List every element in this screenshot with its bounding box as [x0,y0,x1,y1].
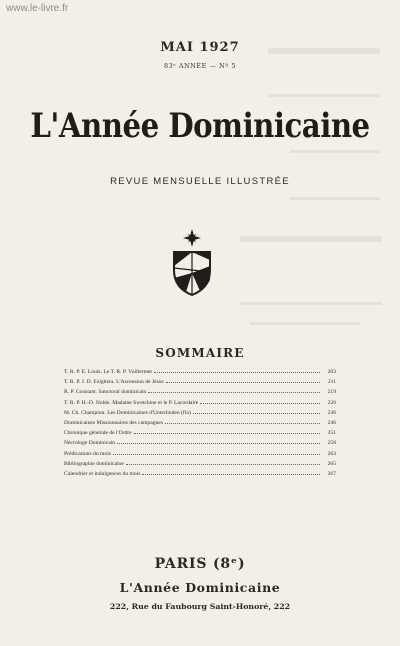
dot-leader [165,417,320,424]
toc-page-number: 258 [327,440,336,447]
toc-entry [64,468,336,478]
dominican-crest-icon [168,228,216,298]
dot-leader [148,386,320,393]
toc-entry-text: Nécrologe Dominicain [64,440,116,447]
journal-title: L'Année Dominicaine [30,106,370,146]
toc-entry-text: T. R. P. H.-D. Noble. Madame Swetchine et le P. Lacordaire [64,399,199,406]
toc-entry [64,386,336,396]
dot-leader [126,458,320,465]
dot-leader [154,366,320,373]
toc-entry [64,407,336,417]
toc-entry [64,427,336,437]
toc-entry-text: R. P. Constant. Sanctoral dominicain [64,389,147,396]
show-through-decoration [290,150,380,200]
star-icon [183,229,201,247]
watermark: www.le-livre.fr [6,3,69,14]
imprint-address: 222, Rue du Faubourg Saint-Honoré, 222 [109,602,291,611]
toc-page-number: 203 [327,369,336,375]
toc-page-number: 267 [327,470,336,477]
toc-page-number: 219 [327,389,336,396]
imprint-city: PARIS (8ᵉ) [154,556,246,572]
toc-entry-text: T. R. P. E. Louis. Le T. R. P. Vuillermet [64,369,152,375]
issue-date: MAI 1927 [160,40,240,55]
toc-entry [64,366,336,376]
dot-leader [134,427,320,434]
issue-number: 83ᵉ ANNÉE — Nº 5 [164,62,236,70]
contents-heading: SOMMAIRE [155,346,245,360]
show-through-decoration [250,322,360,349]
toc-entry-text: Calendrier et indulgences du mois [64,470,141,477]
show-through-decoration [240,236,382,305]
toc-entry [64,448,336,458]
toc-entry [64,458,336,468]
dot-leader [166,376,320,383]
toc-entry-text: Prédications du mois [64,450,111,457]
toc-page-number: 211 [327,379,336,386]
toc-entry-text: M. Ch. Champion. Les Dominicaines d'Unterlinden (fin) [64,409,192,416]
toc-page-number: 236 [327,409,336,416]
toc-entry-text: Bibliographie dominicaine [64,460,124,467]
imprint-publisher: L'Année Dominicaine [119,580,281,595]
dot-leader [193,407,320,414]
toc-entry [64,417,336,427]
toc-entry [64,397,336,407]
toc-page-number: 251 [327,430,336,437]
toc-entry-text: Chronique générale de l'Ordre [64,430,132,437]
journal-subtitle: REVUE MENSUELLE ILLUSTRÉE [110,176,290,187]
toc-entry-text: T. R. P. J. D. Folghera. L'Ascension de Jésus [64,379,164,386]
toc-entry [64,376,336,386]
table-of-contents [64,366,336,478]
toc-entry [64,437,336,447]
toc-page-number: 263 [327,450,336,457]
dot-leader [113,448,320,455]
toc-page-number: 226 [327,399,336,406]
dot-leader [142,468,320,475]
show-through-decoration [268,48,380,97]
dot-leader [200,397,320,404]
toc-entry-text: Dominicaines Missionnaires des campagnes [64,419,163,426]
toc-page-number: 265 [327,460,336,467]
dot-leader [117,437,320,444]
toc-page-number: 246 [327,419,336,426]
